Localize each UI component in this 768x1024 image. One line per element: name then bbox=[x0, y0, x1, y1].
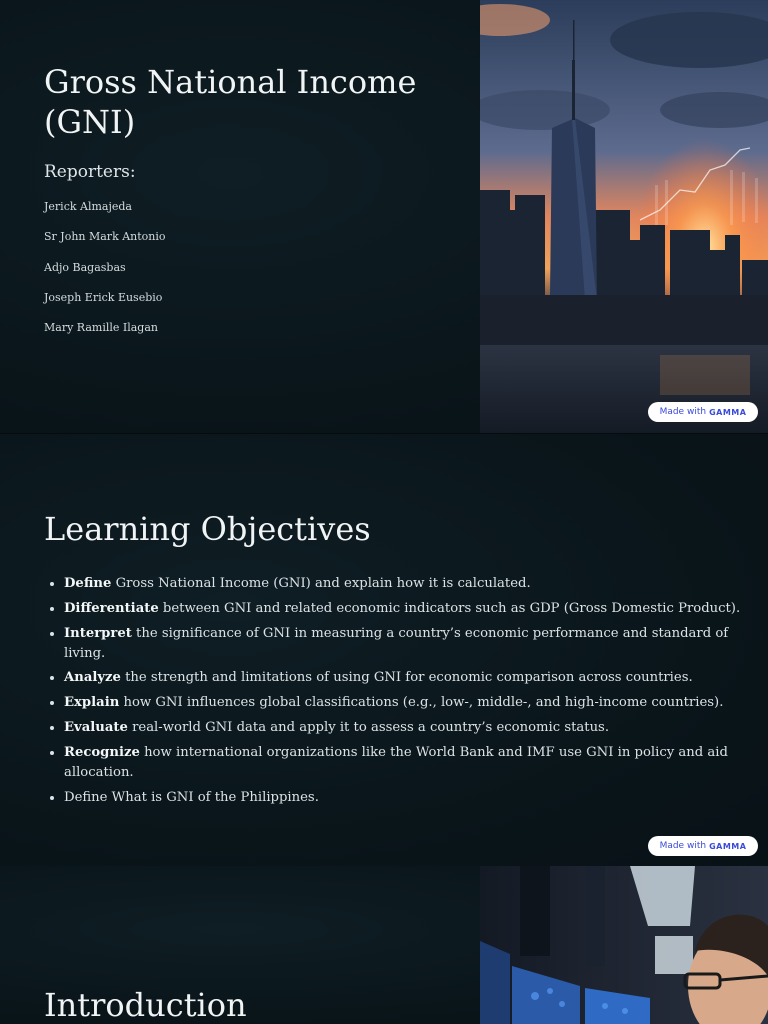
objective-item bbox=[64, 788, 744, 808]
made-with-gamma-badge[interactable] bbox=[648, 836, 758, 856]
badge-prefix: Made with bbox=[659, 407, 707, 417]
objective-item bbox=[64, 668, 744, 688]
learning-objectives-heading: Learning Objectives bbox=[44, 510, 371, 548]
reporter-name: Jerick Almajeda bbox=[44, 200, 132, 213]
objective-item bbox=[64, 574, 744, 594]
badge-prefix: Made with bbox=[659, 841, 707, 851]
slide-title bbox=[0, 0, 768, 433]
reporter-name: Mary Ramille Ilagan bbox=[44, 321, 158, 335]
objective-item bbox=[64, 693, 744, 713]
analyst-monitors-image bbox=[480, 866, 768, 1024]
badge-brand: GAMMA bbox=[709, 407, 747, 417]
reporters-label: Reporters: bbox=[44, 162, 136, 182]
reporter-name: Joseph Erick Eusebio bbox=[44, 290, 163, 304]
objective-text: the strength and limitations of using GNI for economic comparison across countries. bbox=[120, 670, 693, 686]
objective-item bbox=[64, 624, 744, 664]
objective-item bbox=[64, 599, 744, 619]
slide-introduction bbox=[0, 866, 768, 1024]
objectives-list bbox=[44, 574, 744, 812]
introduction-heading: Introduction bbox=[44, 986, 247, 1024]
objective-verb: Interpret bbox=[64, 625, 132, 641]
city-skyline-image bbox=[480, 0, 768, 433]
objective-verb: Explain bbox=[64, 695, 120, 711]
objective-item bbox=[64, 743, 744, 783]
reporter-name: Adjo Bagasbas bbox=[44, 260, 126, 274]
slide-learning-objectives bbox=[0, 433, 768, 867]
objective-verb: Define bbox=[64, 576, 112, 591]
objective-verb: Recognize bbox=[64, 744, 140, 760]
reporter-name: Sr John Mark Antonio bbox=[44, 230, 166, 244]
objective-text: the significance of GNI in measuring a country’s economic performance and standard of living. bbox=[64, 625, 729, 661]
made-with-gamma-badge[interactable] bbox=[648, 402, 758, 422]
objective-text: between GNI and related economic indicators such as GDP (Gross Domestic Product). bbox=[158, 600, 741, 616]
objective-text: Gross National Income (GNI) and explain how it is calculated. bbox=[111, 576, 531, 591]
objective-item bbox=[64, 718, 744, 738]
objective-verb: Analyze bbox=[64, 670, 121, 686]
badge-brand: GAMMA bbox=[709, 841, 747, 851]
objective-text: how international organizations like the World Bank and IMF use GNI in policy and aid allocation. bbox=[64, 744, 728, 780]
objective-verb: Differentiate bbox=[64, 600, 159, 616]
reporters-list bbox=[44, 200, 166, 351]
slide-title-heading: Gross National Income (GNI) bbox=[44, 63, 417, 141]
objective-text: how GNI influences global classifications (e.g., low-, middle-, and high-income countries). bbox=[119, 695, 724, 711]
objective-text: real-world GNI data and apply it to assess a country’s economic status. bbox=[127, 719, 610, 735]
objective-verb: Evaluate bbox=[64, 719, 128, 735]
objective-text: Define What is GNI of the Philippines. bbox=[64, 789, 319, 805]
